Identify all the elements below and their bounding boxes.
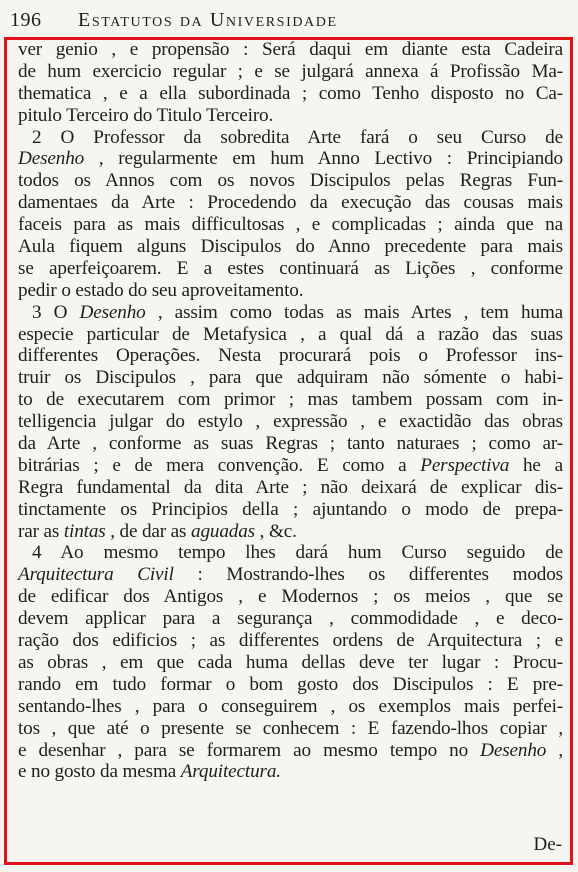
text-line: ração dos edificios ; as differentes ordens de Arquitectura ; e xyxy=(18,630,563,652)
text-line: e desenhar , para se formarem ao mesmo tempo no Desenho , xyxy=(18,739,563,761)
text-line: tos , que até o presente se conhecem : E fazendo-lhos copiar , xyxy=(18,717,563,739)
text-line: da Arte , conforme as suas Regras ; tanto naturaes ; como ar- xyxy=(18,433,563,455)
text-line: rando em tudo formar o bom gosto dos Discipulos : E pre- xyxy=(18,673,563,695)
text-line: se aperfeiçoarem. E a estes continuará as Lições , conforme xyxy=(18,257,563,279)
text-line: e no gosto da mesma Arquitectura. xyxy=(18,761,281,783)
text-line: especie particular de Metafysica , a qual dá a razão das suas xyxy=(18,323,563,345)
text-line: to de executarem com primor ; mas tambem possam com in- xyxy=(18,389,563,411)
text-line: faceis para as mais difficultosas , e complicadas ; ainda que na xyxy=(18,214,563,236)
text-line: bitrárias ; e de mera convenção. E como a Perspectiva he a xyxy=(18,454,563,476)
body-text xyxy=(18,39,563,783)
page-header xyxy=(8,7,568,33)
text-line: thematica , e a ella subordinada ; como Tenho disposto no Ca- xyxy=(18,82,563,104)
text-line: differentes Operações. Nesta procurará pois o Professor ins- xyxy=(18,345,563,367)
text-line: 3 O Desenho , assim como todas as mais Artes , tem huma xyxy=(32,301,563,323)
text-line: truir os Discipulos , para que adquiram não sómente o habi- xyxy=(18,367,563,389)
catchword: De- xyxy=(533,834,562,855)
text-line: 2 O Professor da sobredita Arte fará o seu Curso de xyxy=(32,126,563,148)
text-line: de edificar dos Antigos , e Modernos ; os meios , que se xyxy=(18,586,563,608)
text-line: devem applicar para a segurança , commodidade , e deco- xyxy=(18,608,563,630)
text-line: Arquitectura Civil : Mostrando-lhes os differentes modos xyxy=(18,564,563,586)
text-line: as obras , em que cada huma dellas deve ter lugar : Procu- xyxy=(18,651,563,673)
text-line: sentando-lhes , para o conseguirem , os exemplos mais perfei- xyxy=(18,695,563,717)
text-line: Aula fiquem alguns Discipulos do Anno precedente para mais xyxy=(18,236,563,258)
text-line: 4 Ao mesmo tempo lhes dará hum Curso seguido de xyxy=(32,542,563,564)
text-line: tinctamente os Principios della ; ajuntando o modo de prepa- xyxy=(18,498,563,520)
text-line: pitulo Terceiro do Titulo Terceiro. xyxy=(18,104,274,126)
text-line: Desenho , regularmente em hum Anno Lectivo : Principiando xyxy=(18,148,563,170)
text-line: pedir o estado do seu aproveitamento. xyxy=(18,279,304,301)
running-title: Estatutos da Universidade xyxy=(78,9,338,31)
text-line: damentaes da Arte : Procedendo da execução das cousas mais xyxy=(18,192,563,214)
text-line: todos os Annos com os novos Discipulos pelas Regras Fun- xyxy=(18,170,563,192)
text-line: de hum exercicio regular ; e se julgará annexa á Profissão Ma- xyxy=(18,60,563,82)
text-line: ver genio , e propensão : Será daqui em diante esta Cadeira xyxy=(18,39,563,60)
text-line: telligencia julgar do estylo , expressão , e exactidão das obras xyxy=(18,411,563,433)
page-number: 196 xyxy=(10,9,42,31)
text-line: rar as tintas , de dar as aguadas , &c. xyxy=(18,520,297,542)
text-line: Regra fundamental da dita Arte ; não deixará de explicar dis- xyxy=(18,476,563,498)
